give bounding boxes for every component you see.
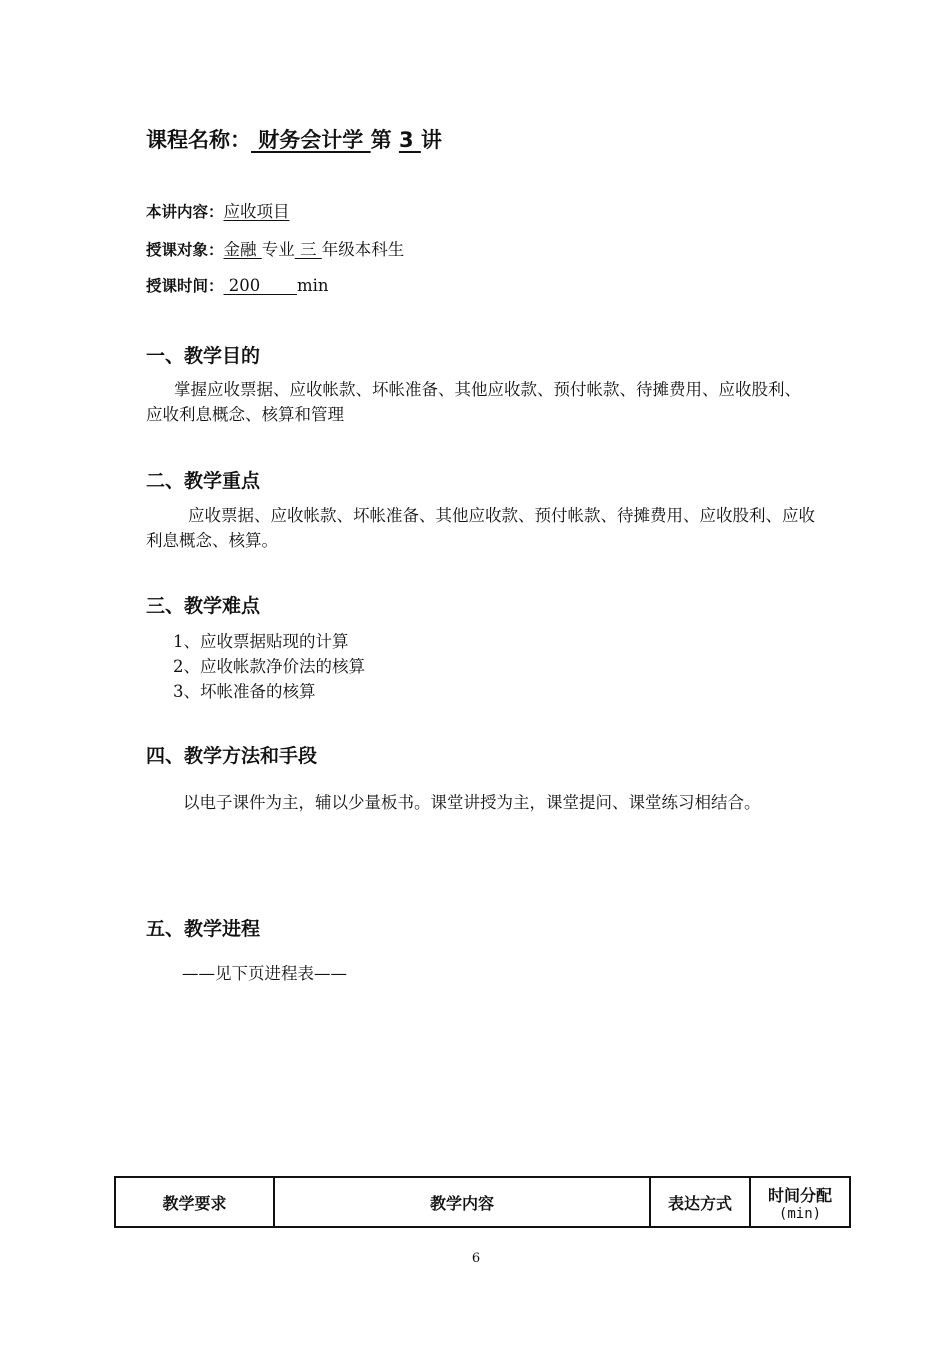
lecture-suffix: 讲 <box>420 128 442 152</box>
difficulty-item: 2、应收帐款净价法的核算 <box>173 657 365 676</box>
major-value: 金融 <box>223 240 262 259</box>
section-5-heading: 五、教学进程 <box>146 918 261 940</box>
lecture-prefix: 第 <box>370 128 399 152</box>
course-name: 财务会计学 <box>251 128 371 152</box>
section-4-heading: 四、教学方法和手段 <box>146 745 318 767</box>
course-label: 课程名称： <box>146 128 251 152</box>
difficulty-item: 1、应收票据贴现的计算 <box>173 632 349 651</box>
col-content: 教学内容 <box>274 1177 650 1227</box>
grade-suffix: 年级本科生 <box>321 240 405 259</box>
section-3-heading: 三、教学难点 <box>146 595 261 617</box>
audience-label: 授课对象： <box>146 241 224 259</box>
time-row <box>146 274 329 296</box>
section-2-text: 应收票据、应收帐款、坏帐准备、其他应收款、预付帐款、待摊费用、应收股利、应收利息概念、核算。 <box>146 506 815 550</box>
section-1-heading: 一、教学目的 <box>146 345 261 367</box>
col-time-unit: (min) <box>778 1205 822 1222</box>
section-4-text: 以电子课件为主，辅以少量板书。课堂讲授为主，课堂提问、课堂练习相结合。 <box>183 793 761 812</box>
grade-value: 三 <box>294 240 322 259</box>
section-2-heading: 二、教学重点 <box>146 470 261 492</box>
col-time <box>750 1177 850 1227</box>
col-time-label: 时间分配 <box>767 1185 832 1205</box>
time-unit: min <box>296 276 329 295</box>
time-value: 200 <box>223 276 297 295</box>
lecture-number: 3 <box>398 128 421 152</box>
col-method: 表达方式 <box>650 1177 750 1227</box>
section-5-note: ——见下页进程表—— <box>182 964 347 983</box>
lecture-content-label: 本讲内容： <box>146 203 224 221</box>
time-label: 授课时间： <box>146 277 224 295</box>
lecture-content-value: 应收项目 <box>223 202 290 221</box>
major-suffix: 专业 <box>261 240 295 259</box>
table-header-row <box>115 1177 850 1227</box>
audience-row <box>146 236 404 260</box>
difficulty-item: 3、坏帐准备的核算 <box>173 682 316 701</box>
section-1-text: 掌握应收票据、应收帐款、坏帐准备、其他应收款、预付帐款、待摊费用、应收股利、应收利息概念、核算和管理 <box>146 380 801 424</box>
col-requirement: 教学要求 <box>115 1177 274 1227</box>
course-title <box>146 124 442 154</box>
page-number: 6 <box>471 1251 481 1266</box>
lecture-content-row <box>146 198 290 222</box>
progress-table <box>114 1176 851 1228</box>
